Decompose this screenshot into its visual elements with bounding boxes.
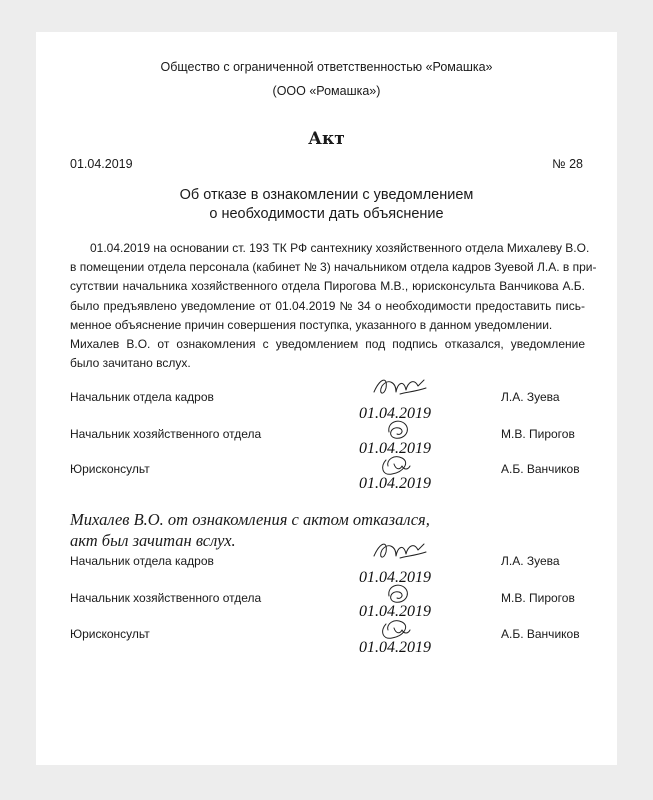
act-subject-line-1: Об отказе в ознакомлении с уведомлением — [179, 187, 474, 203]
signer-position: Юрисконсульт — [70, 627, 150, 641]
signer-name: М.В. Пирогов — [501, 427, 575, 441]
signature-date: 01.04.2019 — [359, 440, 431, 457]
signer-name: А.Б. Ванчиков — [501, 627, 580, 641]
signer-position: Начальник отдела кадров — [70, 554, 214, 568]
signer-name: М.В. Пирогов — [501, 591, 575, 605]
body-line: Михалев В.О. от ознакомления с уведомлением под подпись отказался, уведомление — [70, 337, 585, 352]
signature-mark-zueva — [366, 538, 436, 568]
body-line: было предъявлено уведомление от 01.04.2019 № 34 о необходимости предоставить пись- — [70, 298, 585, 313]
signer-position: Начальник хозяйственного отдела — [70, 591, 262, 605]
signature-mark-zueva — [366, 374, 436, 404]
signer-position: Начальник хозяйственного отдела — [70, 427, 262, 441]
signer-position: Начальник отдела кадров — [70, 390, 214, 404]
signature-date: 01.04.2019 — [359, 569, 431, 586]
signer-name: Л.А. Зуева — [501, 554, 560, 568]
document-title: Акт — [308, 129, 345, 149]
signature-date: 01.04.2019 — [359, 405, 431, 422]
document-page — [36, 32, 617, 765]
signer-name: Л.А. Зуева — [501, 390, 560, 404]
signature-date: 01.04.2019 — [359, 639, 431, 656]
organization-short-name: (ООО «Ромашка») — [272, 84, 381, 98]
body-line: менное объяснение причин совершения поступка, указанного в данном уведомлении. — [70, 317, 553, 332]
organization-full-name: Общество с ограниченной ответственностью «Ромашка» — [160, 60, 493, 74]
act-body — [70, 239, 597, 373]
signature-date: 01.04.2019 — [359, 603, 431, 620]
body-line: в помещении отдела персонала (кабинет № 3) начальником отдела кадров Зуевой Л.А. в при- — [70, 260, 597, 275]
body-line: сутствии начальника хозяйственного отдела Пирогова М.В., юрисконсульта Ванчикова А.Б. — [70, 279, 585, 294]
body-line: было зачитано вслух. — [70, 356, 191, 371]
handwritten-note-line-2: акт был зачитан вслух. — [70, 531, 236, 550]
handwritten-note-line-1: Михалев В.О. от ознакомления с актом отказался, — [70, 510, 430, 529]
signer-name: А.Б. Ванчиков — [501, 462, 580, 476]
signer-position: Юрисконсульт — [70, 462, 150, 476]
signature-date: 01.04.2019 — [359, 475, 431, 492]
body-line: 01.04.2019 на основании ст. 193 ТК РФ сантехнику хозяйственного отдела Михалеву В.О. — [90, 241, 590, 255]
act-number: № 28 — [552, 157, 583, 171]
act-date: 01.04.2019 — [70, 157, 133, 171]
act-subject-line-2: о необходимости дать объяснение — [209, 206, 444, 222]
